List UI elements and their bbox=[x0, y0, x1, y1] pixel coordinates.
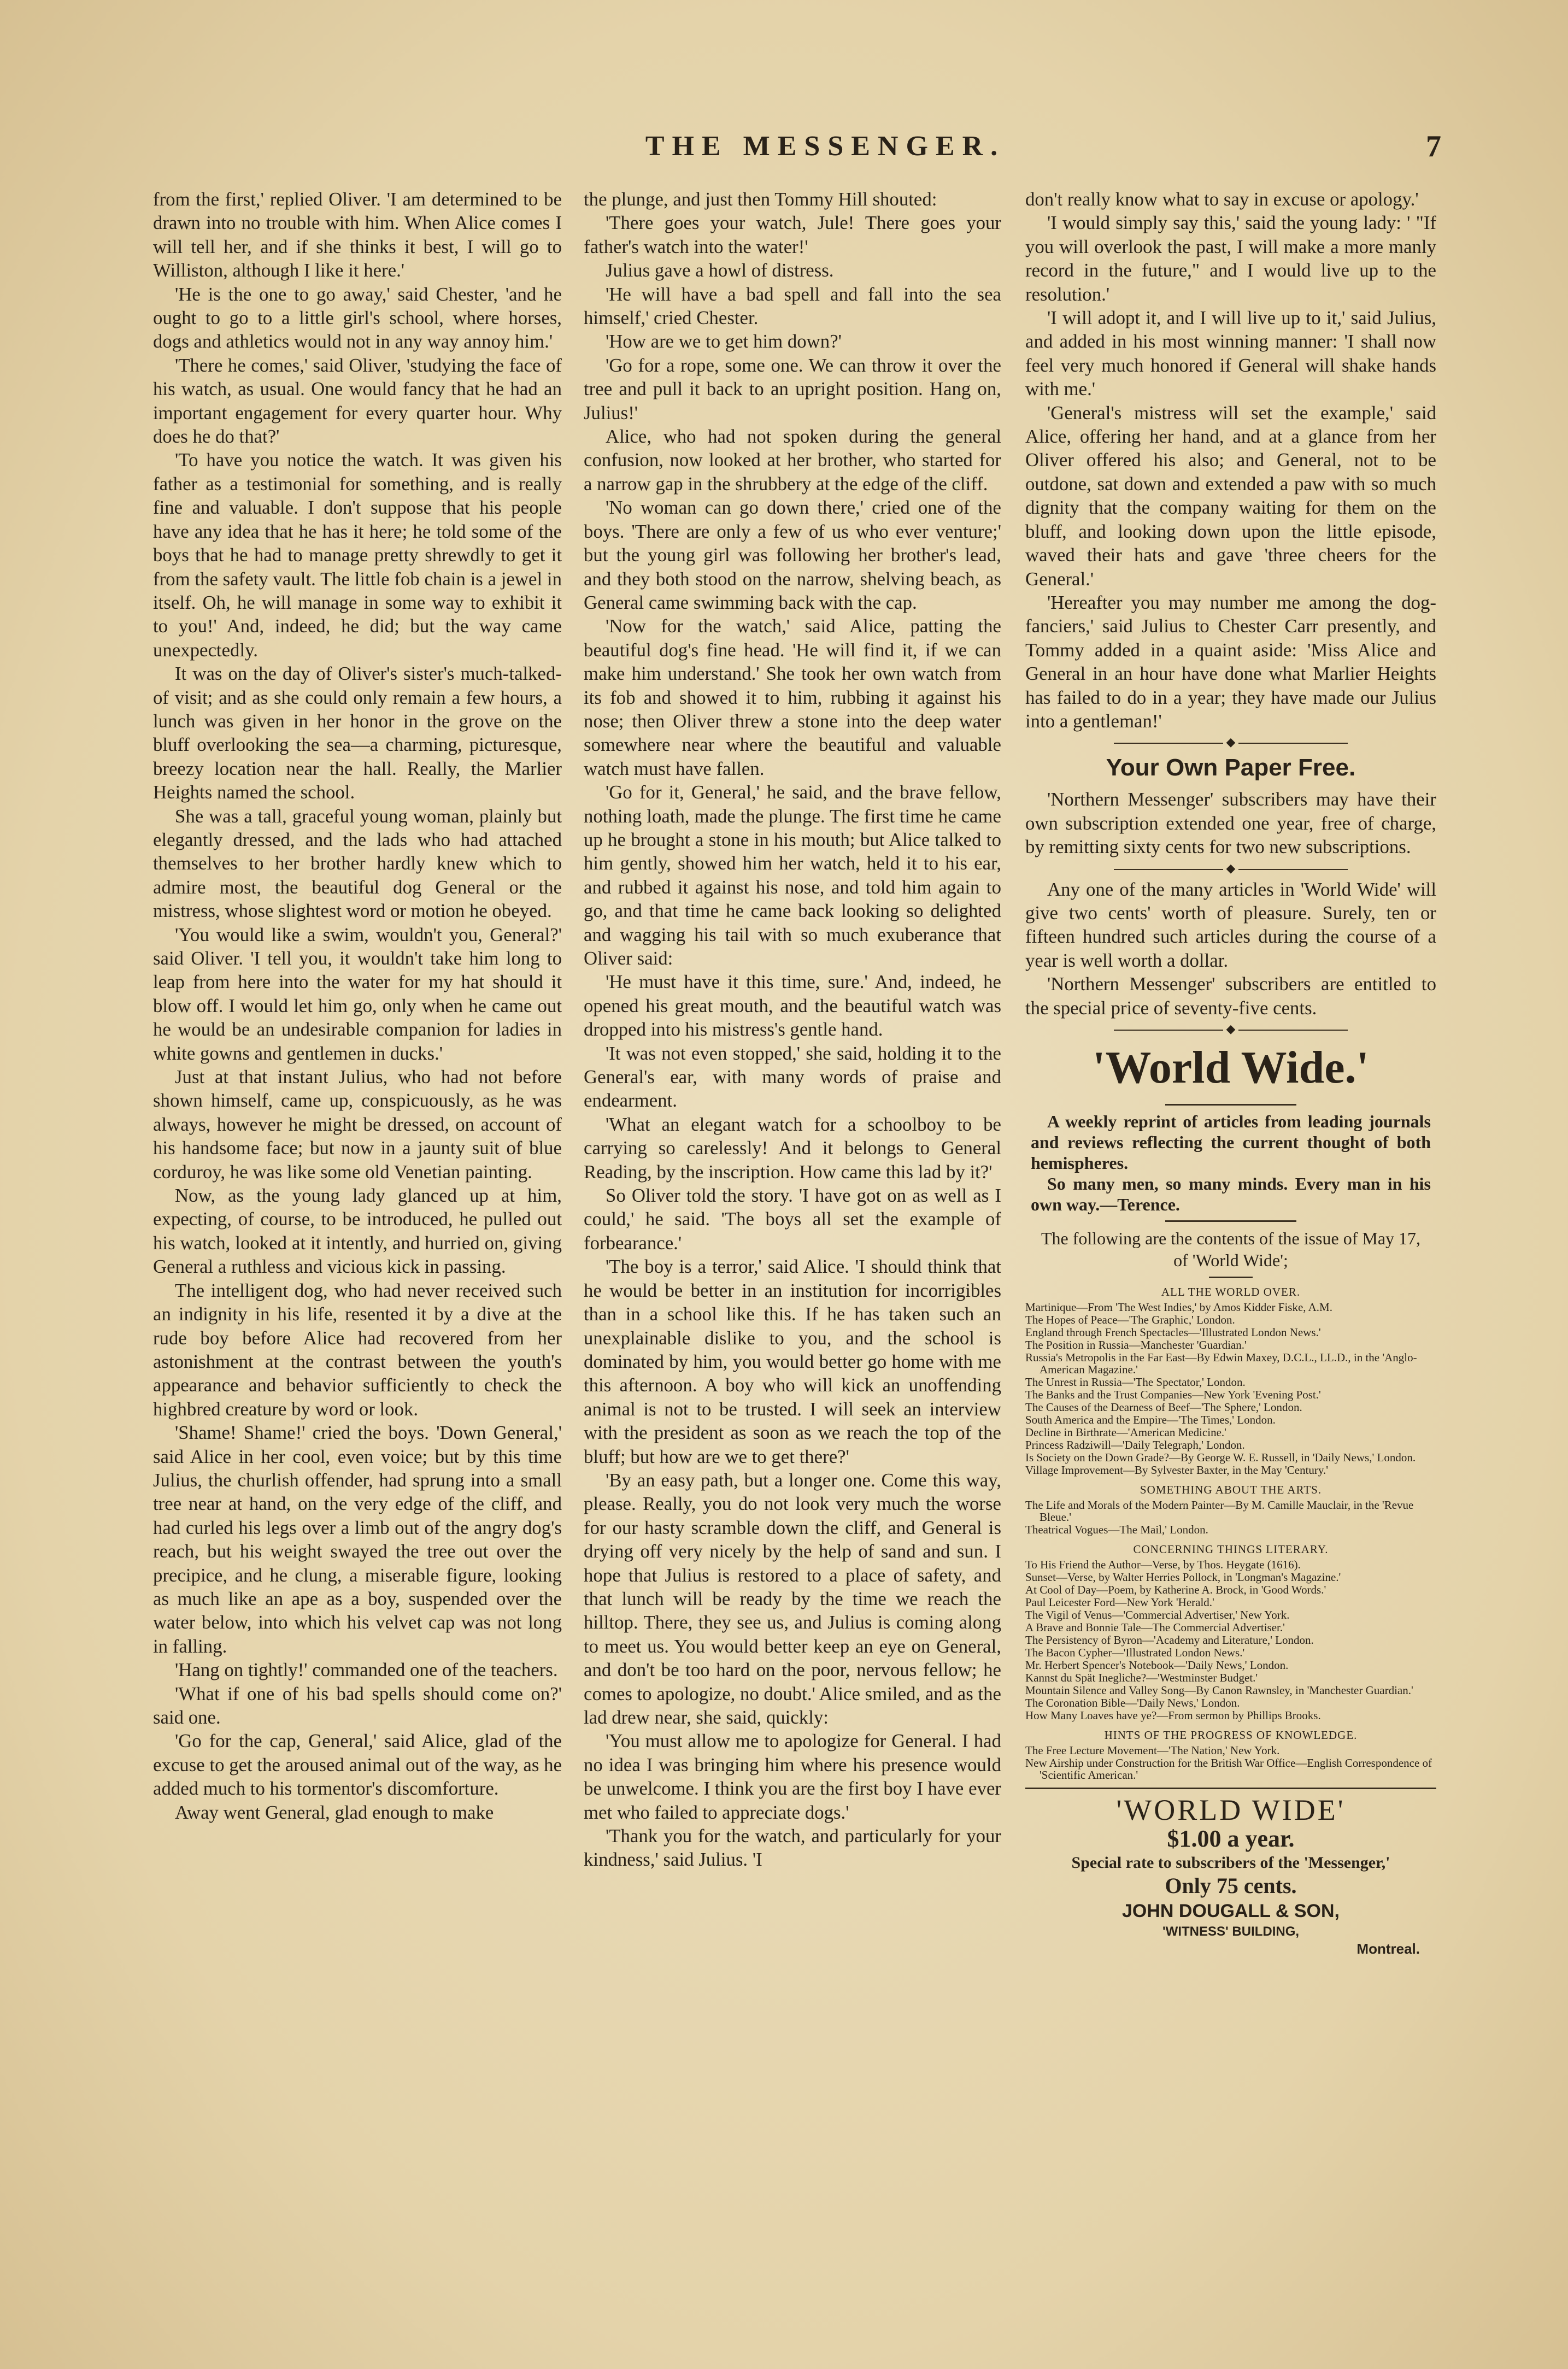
ad-title: 'WORLD WIDE' bbox=[1116, 1794, 1346, 1826]
contents-entry: The Position in Russia—Manchester 'Guardian.' bbox=[1025, 1338, 1247, 1351]
paragraph: 'Thank you for the watch, and particularly for your kindness,' said Julius. 'I bbox=[584, 1825, 1001, 1871]
paragraph: 'I would simply say this,' said the young lady: ' "If you will overlook the past, I will make a more manly record in the future," and I would live up to the resolution.' bbox=[1025, 212, 1436, 305]
paragraph: Any one of the many articles in 'World Wide' will give two cents' worth of pleasure. Surely, ten or fifteen hundred such articles during the course of a year is well worth a dollar. bbox=[1025, 878, 1436, 971]
paragraph: 'He is the one to go away,' said Chester, 'and he ought to go to a little girl's school, where horses, dogs and athletics would not in any way annoy him.' bbox=[153, 283, 562, 352]
contents-entry: The Life and Morals of the Modern Painter—By M. Camille Mauclair, in the 'Revue Bleue.' bbox=[1025, 1498, 1414, 1524]
paragraph: 'Hereafter you may number me among the dog-fanciers,' said Julius to Chester Carr presently, and Tommy added in a quaint aside: 'Miss Alice and General in an hour have done what Marlier Heights has failed to do in a year; they have made our Julius into a gentleman!' bbox=[1025, 591, 1436, 732]
paragraph: The intelligent dog, who had never received such an indignity in his life, resented it by a dive at the rude boy before Alice had recovered from her astonishment at the contrast between the youth's appearance and behavior sufficiently to check the highbred creature by word or look. bbox=[153, 1279, 562, 1420]
paragraph: 'There goes your watch, Jule! There goes your father's watch into the water!' bbox=[584, 212, 1001, 257]
paragraph: 'You must allow me to apologize for General. I had no idea I was bringing him where his presence would be unwelcome. I think you are the first boy I have ever met who failed to appreciate dogs.' bbox=[584, 1730, 1001, 1823]
contents-entry: Russia's Metropolis in the Far East—By Edwin Maxey, D.C.L., LL.D., in the 'Anglo-American Magazine.' bbox=[1025, 1351, 1417, 1376]
contents-section bbox=[1025, 1541, 1436, 1721]
paragraph: 'He will have a bad spell and fall into the sea himself,' cried Chester. bbox=[584, 283, 1001, 329]
contents-entry: Mr. Herbert Spencer's Notebook—'Daily News,' London. bbox=[1025, 1659, 1289, 1672]
contents-entry: South America and the Empire—'The Times,' London. bbox=[1025, 1413, 1276, 1426]
paragraph: 'What if one of his bad spells should come on?' said one. bbox=[153, 1683, 562, 1728]
divider bbox=[1025, 1788, 1436, 1789]
world-wide-motto: So many men, so many minds. Every man in his own way.—Terence. bbox=[1031, 1174, 1431, 1214]
paragraph: It was on the day of Oliver's sister's much-talked-of visit; and as she could only remain a few hours, a lunch was given in her honor in the grove on the bluff overlooking the sea—a charming, picturesque, breezy location near the hall. Really, the Marlier Heights named the school. bbox=[153, 663, 562, 803]
contents-entry: Kannst du Spät Inegliche?—'Westminster Budget.' bbox=[1025, 1671, 1258, 1684]
section-heading: SOMETHING ABOUT THE ARTS. bbox=[1140, 1483, 1322, 1496]
ornament-divider: ◆ bbox=[1025, 1023, 1436, 1035]
paragraph: don't really know what to say in excuse or apology.' bbox=[1025, 189, 1419, 210]
paragraph: 'He must have it this time, sure.' And, indeed, he opened his great mouth, and the beautiful watch was dropped into his mistress's gentle hand. bbox=[584, 971, 1001, 1041]
section-heading: HINTS OF THE PROGRESS OF KNOWLEDGE. bbox=[1104, 1729, 1358, 1742]
paragraph: 'Northern Messenger' subscribers are entitled to the special price of seventy-five cents. bbox=[1025, 973, 1436, 1019]
contents-entry: Paul Leicester Ford—New York 'Herald.' bbox=[1025, 1596, 1214, 1609]
contents-entry: The Coronation Bible—'Daily News,' London. bbox=[1025, 1696, 1240, 1709]
paragraph: 'What an elegant watch for a schoolboy to be carrying so carelessly! And it belongs to General Reading, by the inscription. How came this lad by it?' bbox=[584, 1113, 1001, 1183]
contents-entry: A Brave and Bonnie Tale—The Commercial Advertiser.' bbox=[1025, 1621, 1285, 1634]
paragraph: 'How are we to get him down?' bbox=[606, 331, 842, 352]
paragraph: from the first,' replied Oliver. 'I am determined to be drawn into no trouble with him. When Alice comes I will tell her, and if she thinks it best, I will go to Williston, although I like it here.' bbox=[153, 189, 562, 281]
contents-entry: England through French Spectacles—'Illustrated London News.' bbox=[1025, 1326, 1321, 1339]
divider bbox=[1209, 1277, 1253, 1278]
contents-entry: Mountain Silence and Valley Song—By Canon Rawnsley, in 'Manchester Guardian.' bbox=[1025, 1684, 1413, 1697]
ad-special-rate: Special rate to subscribers of the 'Messenger,' bbox=[1071, 1854, 1390, 1872]
paragraph: She was a tall, graceful young woman, plainly but elegantly dressed, and the lads who had attached themselves to her brother hardly knew which to admire most, the beautiful dog General or the mistress, whose slightest word or motion he obeyed. bbox=[153, 805, 562, 922]
paragraph: Alice, who had not spoken during the general confusion, now looked at her brother, who started for a narrow gap in the shrubbery at the edge of the cliff. bbox=[584, 426, 1001, 495]
contents-entry: The Unrest in Russia—'The Spectator,' London. bbox=[1025, 1375, 1246, 1389]
page-header-title: THE MESSENGER. bbox=[645, 131, 1006, 162]
paragraph: 'I will adopt it, and I will live up to it,' said Julius, and added in his most winning manner: 'I shall now feel very much honored if General will shake hands with me.' bbox=[1025, 307, 1436, 400]
contents-section bbox=[1025, 1284, 1436, 1476]
contents-entry: The Causes of the Dearness of Beef—'The Sphere,' London. bbox=[1025, 1401, 1302, 1414]
world-wide-intro: A weekly reprint of articles from leading journals and reviews reflecting the current thought of both hemispheres. bbox=[1031, 1112, 1431, 1173]
contents-section bbox=[1025, 1727, 1436, 1781]
paragraph: 'It was not even stopped,' she said, holding it to the General's ear, with many words of praise and endearment. bbox=[584, 1042, 1001, 1112]
contents-entry: Princess Radziwill—'Daily Telegraph,' London. bbox=[1025, 1438, 1245, 1451]
ad-price: $1.00 a year. bbox=[1167, 1825, 1295, 1852]
paragraph: Just at that instant Julius, who had not before shown himself, came up, conspicuously, as he was always, however he might be dressed, on account of his handsome face; but now in a jaunty suit of blue corduroy, he was like some old Venetian painting. bbox=[153, 1066, 562, 1183]
paragraph: Now, as the young lady glanced up at him, expecting, of course, to be introduced, he pulled out his watch, looked at it intently, and hurried on, giving General a ruthless and vicious kick in passing. bbox=[153, 1185, 562, 1278]
contents-entry: To His Friend the Author—Verse, by Thos. Heygate (1616). bbox=[1025, 1558, 1301, 1571]
paragraph: 'Hang on tightly!' commanded one of the teachers. bbox=[175, 1659, 558, 1681]
paragraph: 'Shame! Shame!' cried the boys. 'Down General,' said Alice in her cool, even voice; but by this time Julius, the churlish offender, had sprung into a small tree near at hand, on the very edge of the cliff, and had curled his legs over a limb out of the angry dog's reach, but his weight swayed the tree out over the precipice, and he clung, a miserable figure, looking as much like an ape as a boy, suspended over the water below, into which his velvet cap was not long in falling. bbox=[153, 1422, 562, 1657]
paragraph: 'Go for the cap, General,' said Alice, glad of the excuse to get the aroused animal out of the way, as he added much to his tormentor's discomforture. bbox=[153, 1730, 562, 1800]
page-number: 7 bbox=[1426, 130, 1441, 163]
paper-free-heading: Your Own Paper Free. bbox=[1106, 754, 1356, 781]
section-heading: CONCERNING THINGS LITERARY. bbox=[1133, 1543, 1329, 1556]
ad-only-price: Only 75 cents. bbox=[1165, 1873, 1297, 1898]
ornament-divider: ◆ bbox=[1025, 736, 1436, 748]
contents-entry: The Vigil of Venus—'Commercial Advertiser,' New York. bbox=[1025, 1608, 1290, 1621]
ad-address: 'WITNESS' BUILDING, bbox=[1162, 1924, 1300, 1939]
contents-entry: The Hopes of Peace—'The Graphic,' London. bbox=[1025, 1313, 1235, 1326]
contents-entry: Sunset—Verse, by Walter Herries Pollock, in 'Longman's Magazine.' bbox=[1025, 1571, 1341, 1584]
divider bbox=[1165, 1104, 1296, 1106]
paragraph: the plunge, and just then Tommy Hill shouted: bbox=[584, 189, 937, 210]
contents-entry: Village Improvement—By Sylvester Baxter, in the May 'Century.' bbox=[1025, 1463, 1329, 1477]
paragraph: 'General's mistress will set the example,' said Alice, offering her hand, and at a glance from her Oliver offered his also; and General, not to be outdone, sat down and extended a paw with so much dignity that the company waiting for them on the bluff, and looking down upon the little episode, waved their hats and gave 'three cheers for the General.' bbox=[1025, 402, 1436, 590]
paragraph: 'Go for a rope, some one. We can throw it over the tree and pull it back to an upright position. Hang on, Julius!' bbox=[584, 354, 1001, 424]
paragraph: Julius gave a howl of distress. bbox=[606, 260, 834, 281]
paragraph: 'By an easy path, but a longer one. Come this way, please. Really, you do not look very much the worse for our hasty scramble down the cliff, and General is drying off very nicely by the help of sand and sun. I hope that Julius is restored to a place of safety, and that lunch will be ready by the time we reach the hilltop. There, they see us, and Julius is coming along to meet us. You would better keep an eye on General, and don't be too hard on the poor, nervous fellow; he comes to apologize, no doubt.' Alice smiled, and as the lad drew near, she said, quickly: bbox=[584, 1469, 1001, 1728]
paragraph: 'Go for it, General,' he said, and the brave fellow, nothing loath, made the plunge. The first time he came up he brought a stone in his mouth; but Alice talked to him gently, showed him her watch, held it to his ear, and rubbed it against his nose, and told him again to go, and that time he came back looking so delighted and wagging his tail with so much exuberance that Oliver said: bbox=[584, 781, 1001, 969]
contents-entry: Is Society on the Down Grade?—By George W. E. Russell, in 'Daily News,' London. bbox=[1025, 1451, 1416, 1464]
column-2 bbox=[584, 187, 1001, 1872]
paper-free-text: 'Northern Messenger' subscribers may have their own subscription extended one year, free of charge, by remitting sixty cents for two new subscriptions. bbox=[1025, 789, 1436, 858]
contents-entry: Theatrical Vogues—The Mail,' London. bbox=[1025, 1523, 1208, 1536]
contents-entry: At Cool of Day—Poem, by Katherine A. Brock, in 'Good Words.' bbox=[1025, 1583, 1326, 1596]
contents-entry: How Many Loaves have ye?—From sermon by Phillips Brooks. bbox=[1025, 1709, 1321, 1722]
contents-entry: The Bacon Cypher—'Illustrated London News.' bbox=[1025, 1646, 1245, 1659]
world-wide-ad-box bbox=[1025, 1795, 1436, 1957]
contents-section bbox=[1025, 1482, 1436, 1536]
divider bbox=[1165, 1220, 1296, 1222]
ad-city: Montreal. bbox=[1356, 1941, 1420, 1957]
column-1 bbox=[153, 187, 562, 1824]
contents-entry: The Persistency of Byron—'Academy and Literature,' London. bbox=[1025, 1633, 1314, 1647]
ornament-divider: ◆ bbox=[1025, 862, 1436, 874]
section-heading: ALL THE WORLD OVER. bbox=[1161, 1285, 1301, 1298]
paragraph: Away went General, glad enough to make bbox=[175, 1801, 494, 1823]
paragraph: 'No woman can go down there,' cried one of the boys. 'There are only a few of us who ever venture;' but the young girl was following her brother's lead, and they both stood on the narrow, shelving beach, as General came swimming back with the cap. bbox=[584, 497, 1001, 613]
paragraph: 'You would like a swim, wouldn't you, General?' said Oliver. 'I tell you, it wouldn't take him long to leap from here into the water for my hat should it blow off. I would let him go, only when he came out he would be an undesirable companion for ladies in white gowns and gentlemen in ducks.' bbox=[153, 924, 562, 1064]
contents-entry: Decline in Birthrate—'American Medicine.' bbox=[1025, 1426, 1226, 1439]
contents-entry: New Airship under Construction for the British War Office—English Correspondence of 'Scientific American.' bbox=[1025, 1756, 1432, 1782]
world-wide-heading: 'World Wide.' bbox=[1093, 1042, 1369, 1093]
paragraph: So Oliver told the story. 'I have got on as well as I could,' he said. 'The boys all set the example of forbearance.' bbox=[584, 1185, 1001, 1254]
paragraph: 'The boy is a terror,' said Alice. 'I should think that he would be better in an institution for incorrigibles than in a school like this. If he has taken such an unexplainable dislike to you, and the school is dominated by him, you would better go home with me this afternoon. A boy who will kick an unoffending animal is not to be trusted. I will seek an interview with the president as soon as we reach the top of the bluff; but how are we to get there?' bbox=[584, 1256, 1001, 1467]
ad-publisher: JOHN DOUGALL & SON, bbox=[1122, 1901, 1340, 1921]
paragraph: 'There he comes,' said Oliver, 'studying the face of his watch, as usual. One would fancy that he had an important engagement for every quarter hour. Why does he do that?' bbox=[153, 354, 562, 448]
column-3 bbox=[1025, 187, 1436, 1957]
contents-entry: The Free Lecture Movement—'The Nation,' New York. bbox=[1025, 1744, 1280, 1757]
contents-entry: Martinique—From 'The West Indies,' by Amos Kidder Fiske, A.M. bbox=[1025, 1301, 1332, 1314]
paragraph: 'To have you notice the watch. It was given his father as a testimonial for something, and is really fine and valuable. I don't suppose that his people have any idea that he has it here; he told some of the boys that he had to manage pretty shrewdly to get it from the safety vault. The little fob chain is a jewel in itself. Oh, he will manage in some way to exhibit it to you!' And, indeed, he did; but the way came unexpectedly. bbox=[153, 449, 562, 661]
issue-contents-intro: The following are the contents of the issue of May 17, of 'World Wide'; bbox=[1041, 1228, 1421, 1270]
paragraph: 'Now for the watch,' said Alice, patting the beautiful dog's fine head. 'He will find it, if we can make him understand.' She took her own watch from its fob and showed it to him, rubbing it against his nose; then Oliver threw a stone into the deep water somewhere near where the beautiful and valuable watch must have fallen. bbox=[584, 615, 1001, 779]
contents-entry: The Banks and the Trust Companies—New York 'Evening Post.' bbox=[1025, 1388, 1321, 1401]
